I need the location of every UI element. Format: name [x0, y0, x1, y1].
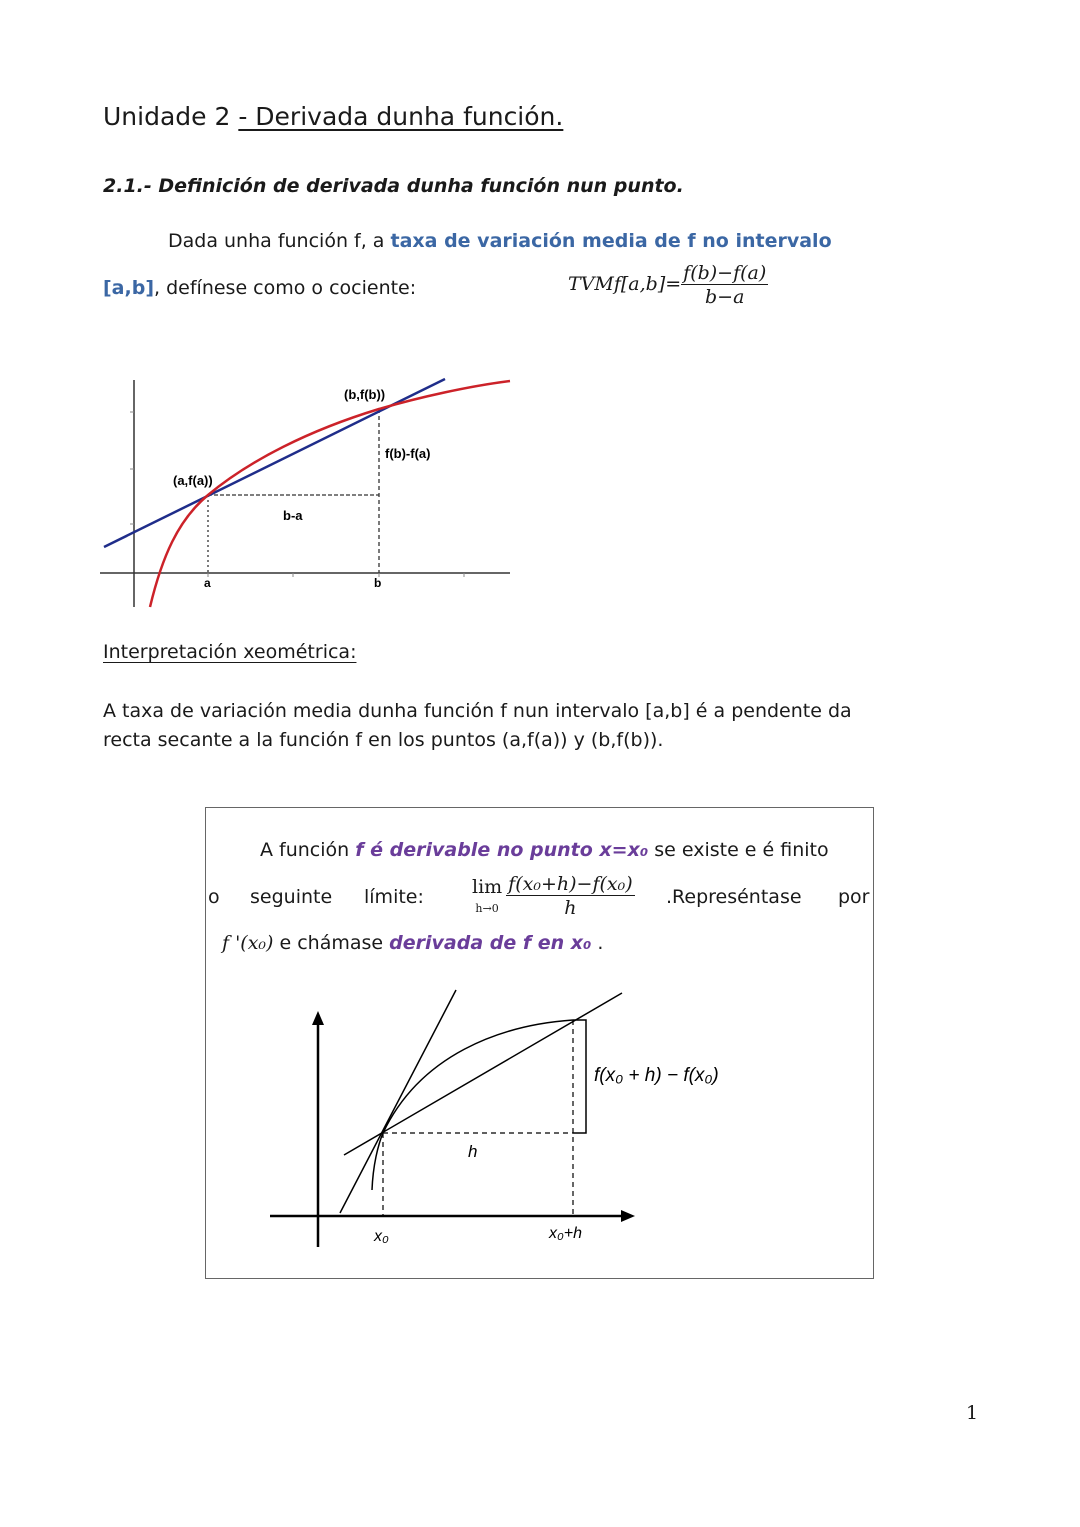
box-line1-pre: A función: [260, 839, 356, 861]
f-prime-symbol: f '(x₀): [222, 932, 274, 954]
lim-operator: [472, 878, 502, 914]
para2: A taxa de variación media dunha función f nun intervalo [a,b] é a pendente da recta secante a la función f en los puntos (a,f(a)) y (b,f(b)).: [103, 700, 852, 751]
para1-rest: , defínese como o cociente:: [154, 277, 417, 299]
page-number: 1: [966, 1402, 979, 1424]
axis-ticks: [130, 412, 464, 577]
box-line3-mid: e chámase: [273, 932, 390, 954]
lim-fraction: [506, 873, 634, 919]
label-x0: x₀: [374, 1228, 389, 1245]
para1-interval: [a,b]: [103, 277, 155, 299]
secant-line-2: [344, 993, 622, 1155]
box-word-representase: .Represéntase: [666, 886, 802, 908]
label-x0h: x₀+h: [549, 1225, 582, 1242]
tvm-numerator: f(b)−f(a): [683, 262, 767, 284]
tick-b: b: [374, 576, 382, 590]
secant-graph: [100, 372, 520, 612]
para1-intro: Dada unha función f, a: [168, 230, 391, 252]
label-fdiff: f(x₀ + h) − f(x₀): [594, 1065, 719, 1086]
page-title: [103, 102, 563, 131]
tvm-formula: [568, 262, 768, 308]
lim-word: lim: [472, 876, 503, 898]
para1-line2: [103, 277, 416, 299]
para1-highlight: taxa de variación media de f no intervalo: [390, 230, 832, 252]
label-h: h: [468, 1142, 478, 1161]
limit-expression: [472, 873, 635, 919]
box-line3-bold: derivada de f en x₀: [389, 932, 592, 954]
lim-numerator: f(x₀+h)−f(x₀): [508, 873, 633, 895]
label-diff: f(b)-f(a): [385, 446, 431, 461]
label-a-point: (a,f(a)): [173, 473, 213, 488]
tvm-lhs: TVMf[a,b]=: [568, 273, 682, 295]
lim-sub: h→0: [475, 902, 499, 915]
label-b-point: (b,f(b)): [344, 387, 386, 402]
box-word-limite: límite:: [364, 886, 424, 908]
interp-heading: Interpretación xeométrica:: [103, 641, 357, 663]
lim-denominator: h: [564, 897, 577, 919]
box-word-por: por: [838, 886, 870, 908]
label-ba: b-a: [283, 508, 303, 523]
diff-bracket: [573, 1020, 586, 1133]
derivative-graph: [260, 985, 780, 1250]
title-prefix: Unidade 2: [103, 102, 239, 131]
para1-line1: [168, 230, 832, 252]
box-line1: [260, 839, 829, 861]
function-curve-2: [372, 1020, 573, 1190]
box-word-seguinte: seguinte: [250, 886, 333, 908]
box-line3: [222, 932, 603, 954]
box-word-o: o: [208, 886, 220, 908]
section-heading: 2.1.- Definición de derivada dunha función nun punto.: [103, 175, 684, 197]
tvm-fraction: [681, 262, 768, 308]
box-line1-post: se existe e é finito: [648, 839, 829, 861]
x-axis-arrow: [621, 1210, 635, 1222]
tvm-denominator: b−a: [705, 286, 745, 308]
box-line3-end: .: [591, 932, 604, 954]
tick-a: a: [204, 576, 211, 590]
y-axis-arrow: [312, 1011, 324, 1025]
title-main: - Derivada dunha función.: [238, 102, 564, 131]
box-line1-bold: f é derivable no punto x=x₀: [355, 839, 649, 861]
tangent-line: [340, 990, 456, 1213]
